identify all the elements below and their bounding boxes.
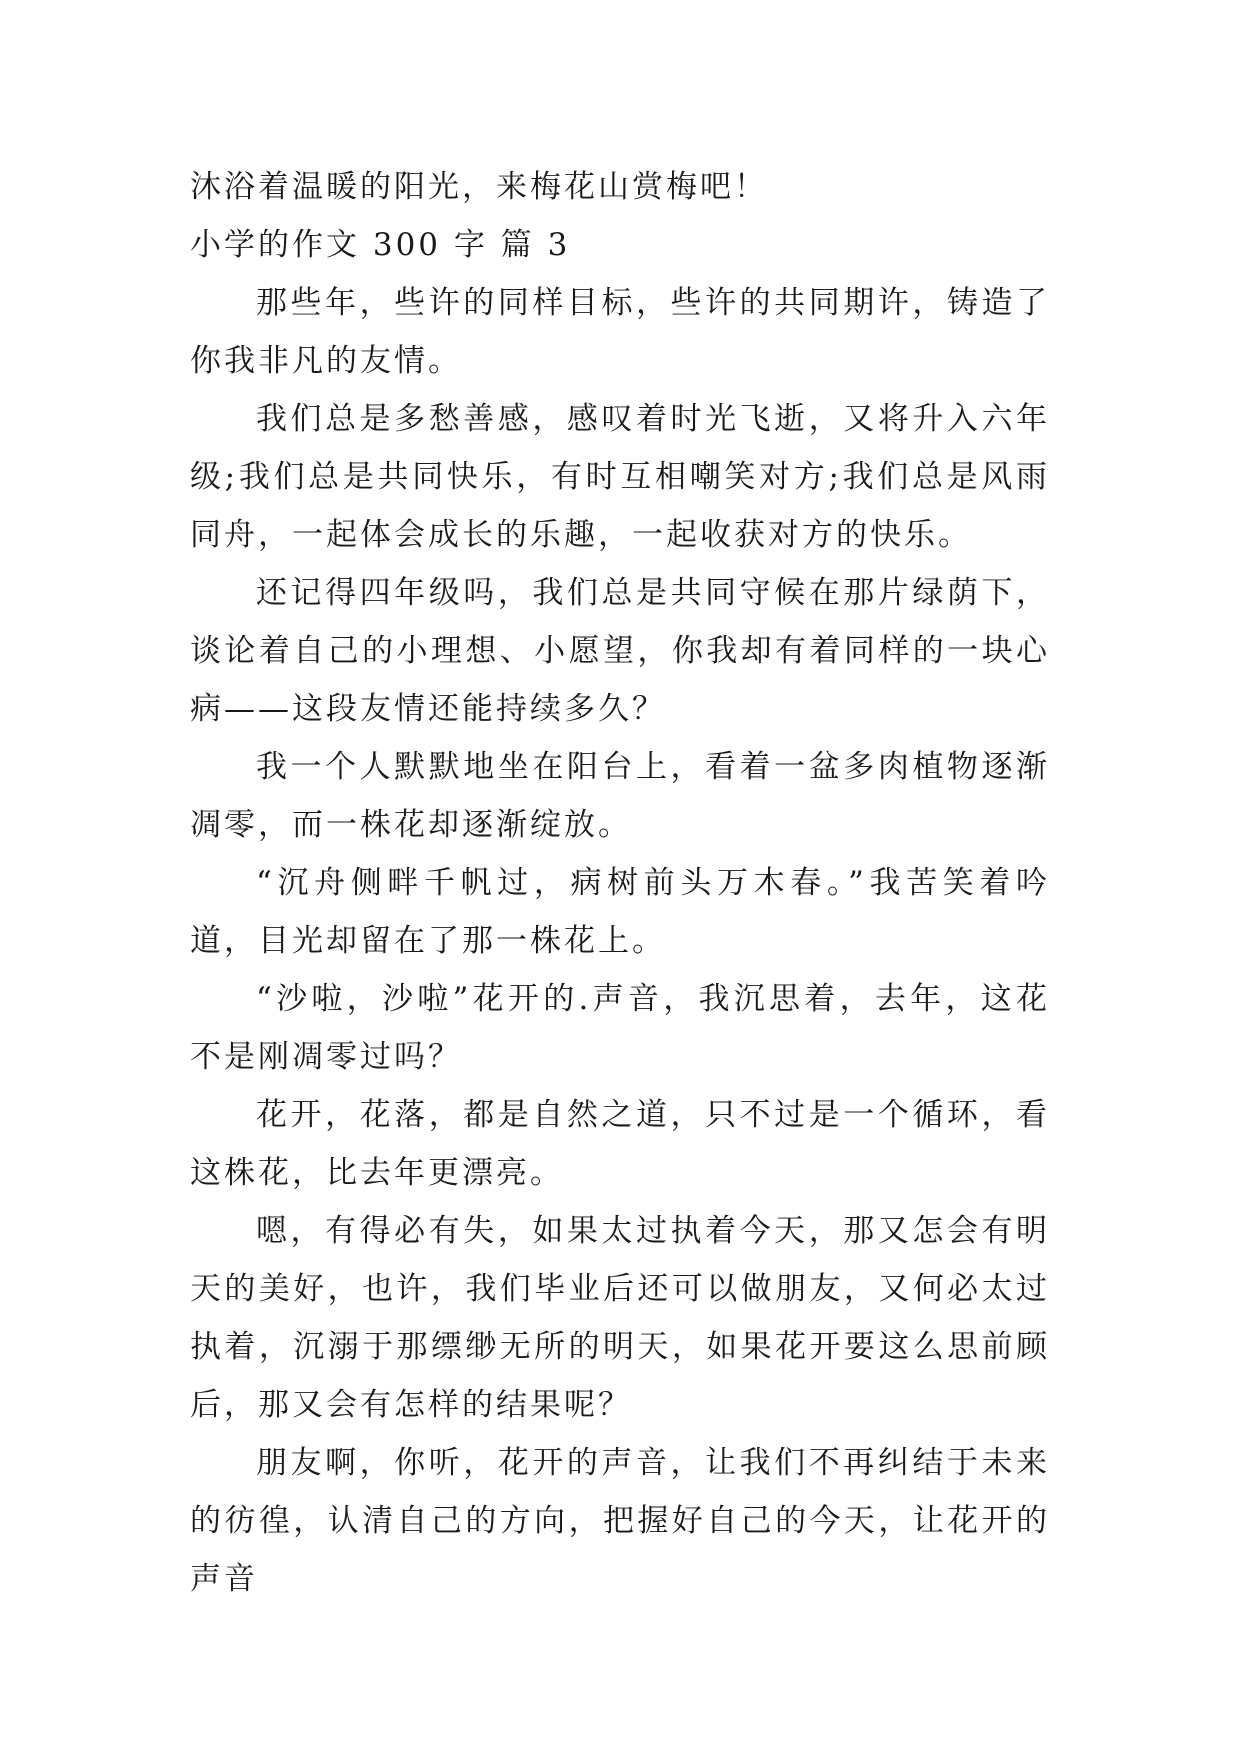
lead-line: 沐浴着温暖的阳光，来梅花山赏梅吧！ [190, 169, 768, 205]
paragraph: 花开，花落，都是自然之道，只不过是一个循环，看这株花，比去年更漂亮。 [190, 1097, 1050, 1191]
paragraph: 还记得四年级吗，我们总是共同守候在那片绿荫下，谈论着自己的小理想、小愿望，你我却有着同样的一块心病——这段友情还能持续多久？ [190, 575, 1050, 727]
paragraph: 朋友啊，你听，花开的声音，让我们不再纠结于未来的彷徨，认清自己的方向，把握好自己的今天，让花开的声音 [190, 1445, 1050, 1597]
paragraph: “沙啦，沙啦”花开的.声音，我沉思着，去年，这花不是刚凋零过吗？ [190, 981, 1050, 1075]
document-body [190, 158, 1050, 1608]
paragraph: 嗯，有得必有失，如果太过执着今天，那又怎会有明天的美好，也许，我们毕业后还可以做朋友，又何必太过执着，沉溺于那缥缈无所的明天，如果花开要这么思前顾后，那又会有怎样的结果呢？ [190, 1213, 1050, 1423]
paragraph: “沉舟侧畔千帆过，病树前头万木春。”我苦笑着吟道，目光却留在了那一株花上。 [190, 865, 1050, 959]
paragraph: 那些年，些许的同样目标，些许的共同期许，铸造了你我非凡的友情。 [190, 285, 1050, 379]
paragraph: 我一个人默默地坐在阳台上，看着一盆多肉植物逐渐凋零，而一株花却逐渐绽放。 [190, 749, 1050, 843]
paragraph: 我们总是多愁善感，感叹着时光飞逝，又将升入六年级;我们总是共同快乐，有时互相嘲笑对方;我们总是风雨同舟，一起体会成长的乐趣，一起收获对方的快乐。 [190, 401, 1050, 553]
section-title: 小学的作文 300 字 篇 3 [190, 227, 571, 263]
